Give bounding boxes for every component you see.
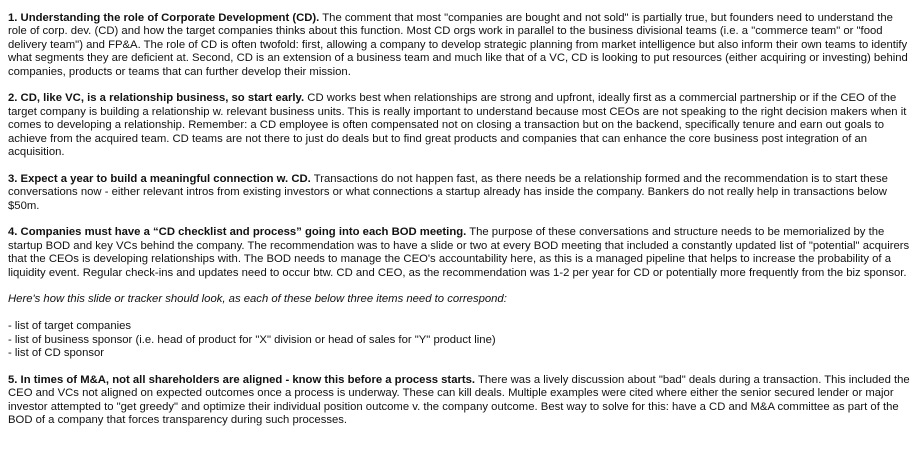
section-2-body: CD works best when relationships are strong and upfront, ideally first as a commercial partnership or if the CEO of the target company is building a relationship w. relevant business units. This is really important to understand because most CEOs are not speaking to the right decision makers when it comes to developing a relationship. Remember: a CD employee is often compensated not on closing a transaction but on the backend, specifically tenure and earn out goals to achieve from the acquired team. CD teams are not there to just do deals but to find great products and companies that can enhance the core business post integration of an acquisition. xyxy=(8,92,907,159)
section-4-heading: 4. Companies must have a “CD checklist and process” going into each BOD meeting. xyxy=(8,226,467,239)
section-2-heading: 2. CD, like VC, is a relationship business, so start early. xyxy=(8,92,305,105)
section-5 xyxy=(8,374,912,428)
section-3-body: Transactions do not happen fast, as there needs be a relationship formed and the recommendation is to start these conversations now - either relevant intros from existing investors or what connections a startup already has inside the company. Bankers do not really help in transactions below $50m. xyxy=(8,172,888,212)
section-3-heading: 3. Expect a year to build a meaningful connection w. CD. xyxy=(8,172,311,185)
section-2 xyxy=(8,92,912,159)
section-1-body: The comment that most "companies are bought and not sold" is partially true, but founders need to understand the role of corp. dev. (CD) and how the target companies thinks about this function. Most CD orgs work in parallel to the business divisional teams (i.e. a "commerce team" or "food delivery team") and FP&A. The role of CD is often twofold: first, allowing a company to develop strategic planning from market intelligence but also inform their own teams to identify what segments they are deficient at. Second, CD is an extension of a business team and much like that of a VC, CD is looking to put resources (either acquiring or investing) behind companies, products or teams that can further develop their mission. xyxy=(8,12,908,78)
section-4 xyxy=(8,226,912,280)
list-item: - list of CD sponsor xyxy=(8,347,105,360)
section-5-heading: 5. In times of M&A, not all shareholders are aligned - know this before a process starts. xyxy=(8,373,476,386)
section-3 xyxy=(8,173,912,213)
section-1 xyxy=(8,12,912,79)
section-4-body: The purpose of these conversations and structure needs to be memorialized by the startup BOD and key VCs behind the company. The recommendation was to have a slide or two at every BOD meeting that included a constantly updated list of "potential" acquirers that the CEOs is developing relationships with. The BOD needs to manage the CEO's accountability here, as this is a managed pipeline that helps to increase the probability of a liquidity event. Regular check-ins and updates need to occur btw. CD and CEO, as the recommendation was 1-2 per year for CD or potentially more frequently from the biz sponsor. xyxy=(8,226,910,279)
section-5-body: There was a lively discussion about "bad" deals during a transaction. This included the CEO and VCs not aligned on expected outcomes once a process is underway. These can kill deals. Multiple examples were cited where either the senior secured lender or major investor attempted to "get greedy" and optimize their individual position outcome v. the company outcome. Best way to solve for this: have a CD and M&A committee as part of the BOD of a company that forces transparency during such processes. xyxy=(8,373,910,427)
section-1-heading: 1. Understanding the role of Corporate Development (CD). xyxy=(8,12,320,24)
tracker-list xyxy=(8,320,912,360)
document-body xyxy=(8,12,912,441)
tracker-intro: Here's how this slide or tracker should look, as each of these below three items need to correspond: xyxy=(8,293,507,306)
list-item: - list of business sponsor (i.e. head of product for "X" division or head of sales for "Y" product line) xyxy=(8,333,496,346)
list-item: - list of target companies xyxy=(8,320,132,333)
